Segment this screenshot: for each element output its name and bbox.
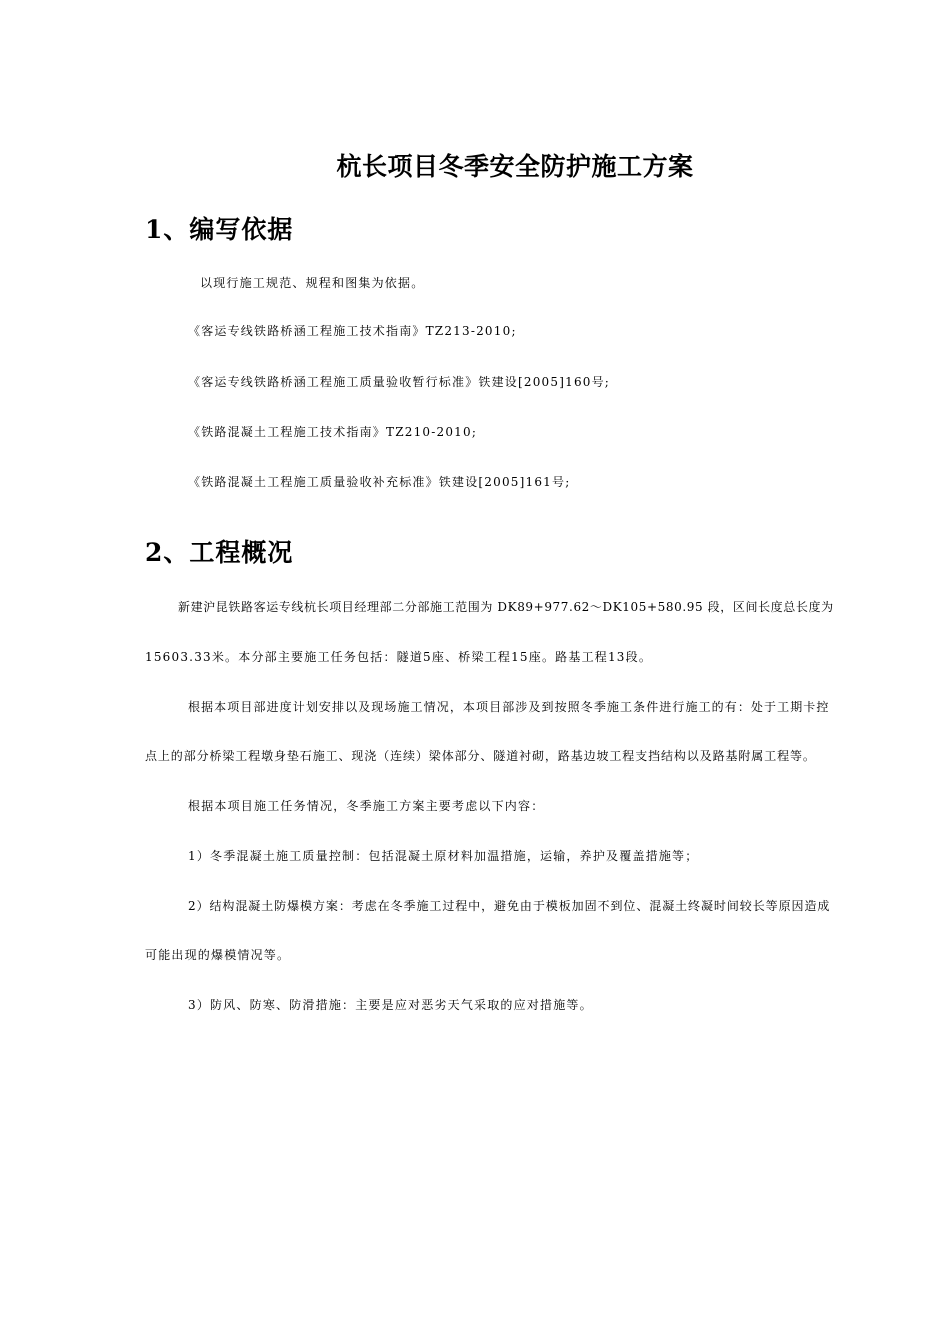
section-2-heading: 2、工程概况 bbox=[145, 538, 294, 567]
overview-paragraph-line: 点上的部分桥梁工程墩身垫石施工、现浇（连续）梁体部分、隧道衬砌，路基边坡工程支挡结构以及路基附属工程等。 bbox=[145, 749, 816, 763]
section-1-intro: 以现行施工规范、规程和图集为依据。 bbox=[200, 276, 425, 290]
plan-item: 1）冬季混凝土施工质量控制：包括混凝土原材料加温措施，运输，养护及覆盖措施等； bbox=[188, 849, 699, 863]
section-1-heading: 1、编写依据 bbox=[145, 215, 294, 244]
overview-paragraph-line: 根据本项目施工任务情况，冬季施工方案主要考虑以下内容： bbox=[188, 799, 545, 813]
plan-item: 2）结构混凝土防爆模方案：考虑在冬季施工过程中，避免由于模板加固不到位、混凝土终凝时间较长等原因造成 bbox=[188, 899, 830, 913]
overview-paragraph-line: 根据本项目部进度计划安排以及现场施工情况，本项目部涉及到按照冬季施工条件进行施工的有：处于工期卡控 bbox=[188, 700, 829, 714]
reference-item: 《铁路混凝土工程施工技术指南》TZ210-2010; bbox=[188, 425, 478, 439]
document-title: 杭长项目冬季安全防护施工方案 bbox=[336, 152, 694, 181]
overview-paragraph-line: 新建沪昆铁路客运专线杭长项目经理部二分部施工范围为 DK89+977.62～DK105+580.95 段，区间长度总长度为 bbox=[178, 600, 834, 614]
reference-item: 《铁路混凝土工程施工质量验收补充标准》铁建设[2005]161号; bbox=[188, 475, 571, 489]
reference-item: 《客运专线铁路桥涵工程施工质量验收暂行标准》铁建设[2005]160号; bbox=[188, 375, 611, 389]
overview-paragraph-line: 15603.33米。本分部主要施工任务包括：隧道5座、桥梁工程15座。路基工程13段。 bbox=[145, 650, 653, 664]
plan-item: 3）防风、防寒、防滑措施：主要是应对恶劣天气采取的应对措施等。 bbox=[188, 998, 593, 1012]
plan-item-continuation: 可能出现的爆模情况等。 bbox=[145, 948, 291, 962]
reference-item: 《客运专线铁路桥涵工程施工技术指南》TZ213-2010; bbox=[188, 324, 517, 338]
